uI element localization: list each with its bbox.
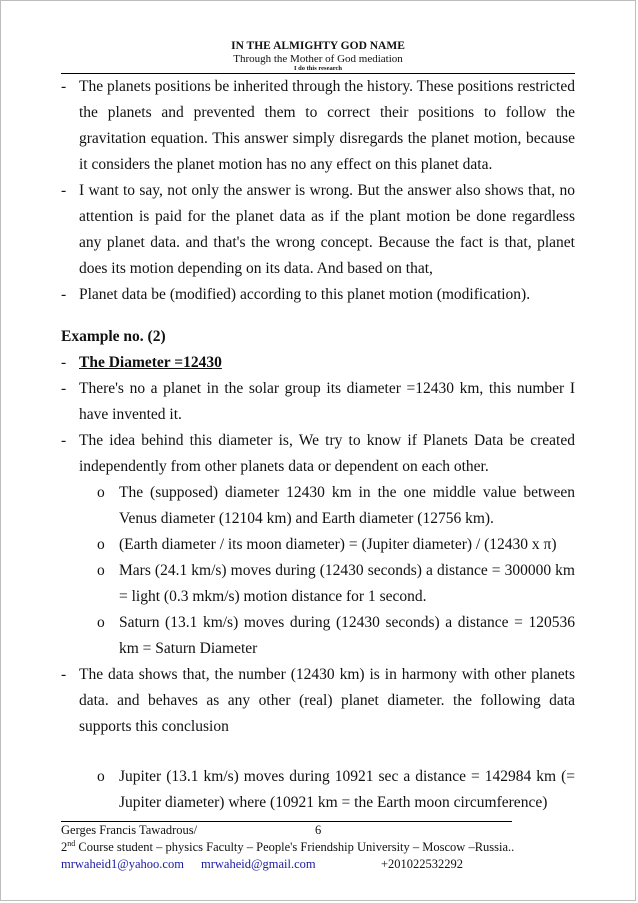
bullet-paragraph: - I want to say, not only the answer is wrong. But the answer also shows that, no attention is paid for the planet data as if the plant motion be done regardless any planet data. and that's the wrong concept. Because the fact is that, planet does its motion depending on its data. And based on that, [61, 178, 575, 282]
footer-course [61, 839, 605, 856]
document-body [61, 74, 575, 816]
sub-bullet: o Jupiter (13.1 km/s) moves during 10921 sec a distance = 142984 km (= Jupiter diameter) where (10921 km = the Earth moon circumference) [61, 764, 575, 816]
header-subtitle: Through the Mother of God mediation [233, 53, 403, 65]
header-note: I do this research [294, 65, 342, 72]
example-heading: Example no. (2) [61, 328, 166, 345]
sub-bullet: o Mars (24.1 km/s) moves during (12430 seconds) a distance = 300000 km = light (0.3 mkm/s) motion distance for 1 second. [61, 558, 575, 610]
bullet-paragraph: - The planets positions be inherited through the history. These positions restricted the planets and prevented them to correct their positions to follow the gravitation equation. This answer simply disregards the planet motion, because it considers the planet motion has no any effect on this planet data. [61, 74, 575, 178]
email-link-gmail[interactable]: mrwaheid@gmail.com [201, 857, 316, 871]
sub-bullet: o The (supposed) diameter 12430 km in the one middle value between Venus diameter (12104 km) and Earth diameter (12756 km). [61, 480, 575, 532]
bullet-paragraph: - The idea behind this diameter is, We try to know if Planets Data be created independently from other planets data or dependent on each other. [61, 428, 575, 480]
course-ordinal: nd [67, 838, 76, 848]
header-title: IN THE ALMIGHTY GOD NAME [231, 40, 405, 52]
bullet-paragraph: - Planet data be (modified) according to this planet motion (modification). [61, 282, 575, 308]
sub-bullet: o (Earth diameter / its moon diameter) = (Jupiter diameter) / (12430 x π) [61, 532, 575, 558]
blank-line [61, 740, 575, 764]
footer-author: Gerges Francis Tawadrous/ [61, 823, 198, 837]
sub-bullet: o Saturn (13.1 km/s) moves during (12430 seconds) a distance = 120536 km = Saturn Diameter [61, 610, 575, 662]
course-text: Course student – physics Faculty – People's Friendship University – Moscow –Russia.. [75, 840, 515, 854]
bullet-paragraph [61, 350, 575, 376]
bullet-paragraph: - There's no a planet in the solar group its diameter =12430 km, this number I have invented it. [61, 376, 575, 428]
diameter-heading: The Diameter =12430 [79, 354, 222, 371]
course-number: 2 [61, 840, 68, 854]
bullet-paragraph: - The data shows that, the number (12430 km) is in harmony with other planets data. and behaves as any other (real) planet diameter. the following data supports this conclusion [61, 662, 575, 740]
page-header [1, 40, 635, 73]
page-number: 6 [315, 823, 322, 837]
page-footer [61, 822, 605, 873]
email-link-yahoo[interactable]: mrwaheid1@yahoo.com [61, 857, 184, 871]
phone-number: +201022532292 [381, 857, 464, 871]
